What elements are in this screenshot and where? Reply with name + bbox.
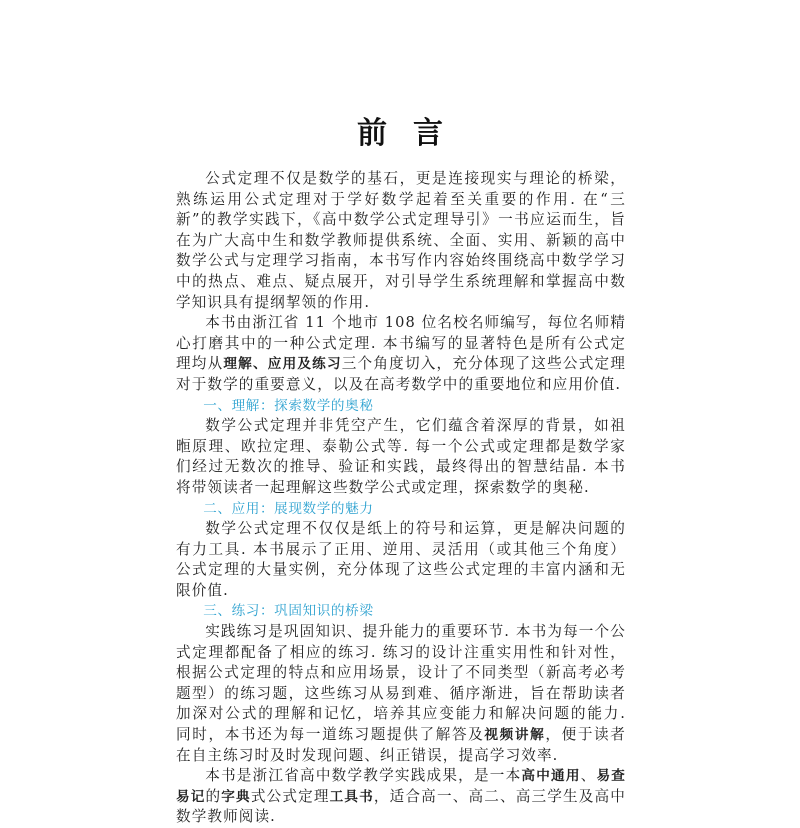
preface-body (176, 169, 626, 828)
paragraph-text: 本书由浙江省 11 个地市 108 位名校名师编写，每位名师精心打磨其中的一种公式定理. 本书编写的显著特色是所有公式定理均从 (176, 314, 626, 373)
section-heading-understanding: 一、理解：探索数学的奥秘 (203, 397, 374, 414)
paragraph-summary (176, 766, 626, 828)
emphasis-text: 工具书 (329, 788, 374, 805)
emphasis-text: 易查易记 (176, 768, 626, 805)
section-heading-application: 二、应用：展现数学的魅力 (203, 500, 374, 517)
paragraph-text: 、 (580, 767, 597, 785)
emphasis-text: 理解、应用及练习 (223, 356, 342, 373)
paragraph-text: 数学公式定理并非凭空产生，它们蕴含着深厚的背景，如祖暅原理、欧拉定理、泰勒公式等. 每一个公式或定理都是数学家们经过无数次的推导、验证和实践，最终得出的智慧结晶. 本书将带领读者一起理解这些数学公式或定理，探索数学的奥秘. (176, 417, 626, 496)
paragraph-text: 的 (205, 787, 222, 805)
paragraph-text: 公式定理不仅是数学的基石，更是连接现实与理论的桥梁，熟练运用公式定理对于学好数学起着至关重要的作用. 在“三新”的教学实践下，《高中数学公式定理导引》一书应运而生，旨在为广大高中生和数学教师提供系统、全面、实用、新颖的高中数学公式与定理学习指南，本书写作内容始终围绕高中数学学习中的热点、难点、疑点展开，对引导学生系统理解和掌握高中数学知识具有提纲挈领的作用. (176, 170, 626, 311)
paragraph-understanding (176, 416, 626, 498)
paragraph-text: 本书是浙江省高中数学教学实践成果，是一本 (205, 767, 522, 785)
paragraph-intro (176, 169, 626, 313)
emphasis-text: 高中通用 (521, 768, 581, 785)
paragraph-practice (176, 622, 626, 766)
paragraph-application (176, 519, 626, 601)
paragraph-text: 实践练习是巩固知识、提升能力的重要环节. 本书为每一个公式定理都配备了相应的练习. 练习的设计注重实用性和针对性，根据公式定理的特点和应用场景，设计了不同类型（新高考必考题型）的练习题，这些练习从易到难、循序渐进，旨在帮助读者加深对公式的理解和记忆，培养其应变能力和解决问题的能力. 同时，本书还为每一道练习题提供了解答及 (176, 623, 626, 744)
emphasis-text: 视频讲解 (484, 727, 546, 744)
section-heading-practice: 三、练习：巩固知识的桥梁 (203, 603, 374, 620)
paragraph-text: ，适合高一、高二、高三学生及高中数学教师阅读. (176, 787, 626, 826)
paragraph-text: ，便于读者在自主练习时及时发现问题、纠正错误，提高学习效率. (176, 726, 626, 764)
page-title: 前言 (357, 116, 469, 151)
paragraph-text: 数学公式定理不仅仅是纸上的符号和运算，更是解决问题的有力工具. 本书展示了正用、逆用、灵活用（或其他三个角度）公式定理的大量实例，充分体现了这些公式定理的丰富内涵和无限价值. (176, 520, 626, 599)
emphasis-text: 字典 (221, 788, 251, 805)
paragraph-text: 式公式定理 (250, 787, 330, 805)
paragraph-text: 三个角度切入，充分体现了这些公式定理对于数学的重要意义，以及在高考数学中的重要地位和应用价值. (176, 355, 626, 393)
paragraph-authors (176, 313, 626, 395)
